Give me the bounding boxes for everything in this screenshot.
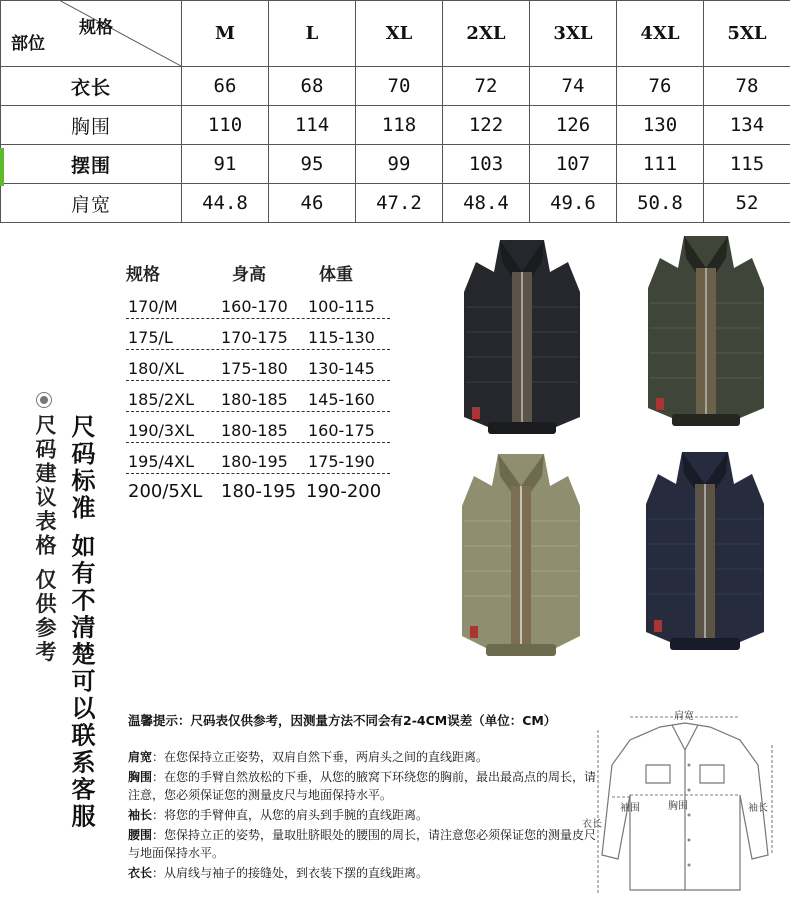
note-item xyxy=(128,748,598,766)
size-value: 48.4 xyxy=(443,184,530,223)
size-col-header: XL xyxy=(356,1,443,67)
corner-label-part: 部位 xyxy=(11,29,45,54)
rec-size: 170/M xyxy=(128,297,178,316)
size-value: 78 xyxy=(704,67,790,106)
rec-weight: 145-160 xyxy=(308,390,375,409)
note-text: ：您保持立正的姿势，量取肚脐眼处的腰围的周长，请注意您必须保证您的测量皮尺与地面保持水平。 xyxy=(128,828,596,860)
table-row xyxy=(1,67,790,106)
part-label: 胸围 xyxy=(1,106,182,145)
note-text: ：将您的手臂伸直，从您的肩头到手腕的直线距离。 xyxy=(152,808,428,822)
rec-height: 180-185 xyxy=(221,421,288,440)
rec-weight: 160-175 xyxy=(308,421,375,440)
size-col-header: L xyxy=(269,1,356,67)
note-item xyxy=(128,826,598,862)
size-value: 72 xyxy=(443,67,530,106)
note-item xyxy=(128,768,598,804)
note-item xyxy=(128,864,598,882)
green-accent-bar xyxy=(0,148,4,186)
size-value: 95 xyxy=(269,145,356,184)
size-value: 115 xyxy=(704,145,790,184)
list-item xyxy=(126,381,390,412)
size-value: 134 xyxy=(704,106,790,145)
vest-khaki-image xyxy=(450,446,592,662)
list-item xyxy=(126,288,390,319)
size-value: 66 xyxy=(182,67,269,106)
recommendation-header xyxy=(126,258,390,288)
rec-header-height: 身高 xyxy=(232,260,266,285)
rec-height: 180-185 xyxy=(221,390,288,409)
size-col-header: 3XL xyxy=(530,1,617,67)
measurement-diagram xyxy=(590,705,785,905)
rec-height: 160-170 xyxy=(221,297,288,316)
size-value: 126 xyxy=(530,106,617,145)
size-value: 118 xyxy=(356,106,443,145)
table-row xyxy=(1,145,790,184)
rec-size: 175/L xyxy=(128,328,173,347)
vertical-note-right: 尺码标准 如有不清楚可以联系客服 xyxy=(64,414,99,830)
note-term: 衣长 xyxy=(128,866,152,880)
size-value: 76 xyxy=(617,67,704,106)
table-row xyxy=(1,106,790,145)
note-term: 肩宽 xyxy=(128,750,152,764)
diagram-label-sleeve-length: 袖长 xyxy=(748,799,768,814)
note-term: 腰围 xyxy=(128,828,152,842)
diagram-label-shoulder: 肩宽 xyxy=(674,707,694,722)
rec-size: 180/XL xyxy=(128,359,184,378)
size-col-header: 5XL xyxy=(704,1,790,67)
rec-height: 175-180 xyxy=(221,359,288,378)
note-text: ：从肩线与袖子的接缝处，到衣装下摆的直线距离。 xyxy=(152,866,428,880)
rec-weight: 100-115 xyxy=(308,297,375,316)
diagram-label-length: 衣长 xyxy=(582,815,602,830)
diagram-label-chest: 胸围 xyxy=(668,797,688,812)
rec-size: 195/4XL xyxy=(128,452,194,471)
list-item xyxy=(126,474,390,504)
part-label: 摆围 xyxy=(1,145,182,184)
size-header-row xyxy=(1,1,790,67)
tip-text: 温馨提示：尺码表仅供参考，因测量方法不同会有2-4CM误差（单位：CM） xyxy=(128,712,598,730)
list-item xyxy=(126,350,390,381)
rec-size: 190/3XL xyxy=(128,421,194,440)
note-item xyxy=(128,806,598,824)
size-value: 91 xyxy=(182,145,269,184)
size-value: 130 xyxy=(617,106,704,145)
vest-green-image xyxy=(636,228,776,428)
vest-black-image xyxy=(452,232,592,440)
size-col-header: 2XL xyxy=(443,1,530,67)
size-value: 107 xyxy=(530,145,617,184)
part-label: 肩宽 xyxy=(1,184,182,223)
rec-height: 170-175 xyxy=(221,328,288,347)
size-value: 74 xyxy=(530,67,617,106)
table-corner-cell xyxy=(1,1,182,67)
note-text: ：在您保持立正姿势，双肩自然下垂，两肩头之间的直线距离。 xyxy=(152,750,488,764)
size-recommendation-table xyxy=(126,258,390,504)
rec-height: 180-195 xyxy=(221,452,288,471)
rec-height: 180-195 xyxy=(221,481,296,502)
size-value: 99 xyxy=(356,145,443,184)
vertical-note-left: 尺码建议表格 仅供参考 xyxy=(30,414,60,664)
size-value: 50.8 xyxy=(617,184,704,223)
size-value: 68 xyxy=(269,67,356,106)
list-item xyxy=(126,319,390,350)
size-value: 114 xyxy=(269,106,356,145)
note-text: ：在您的手臂自然放松的下垂，从您的腋窝下环绕您的胸前，最出最高点的周长，请注意，您必须保证您的测量皮尺与地面保持水平。 xyxy=(128,770,596,802)
rec-weight: 115-130 xyxy=(308,328,375,347)
size-col-header: M xyxy=(182,1,269,67)
size-table xyxy=(0,0,790,223)
rec-weight: 190-200 xyxy=(306,481,381,502)
rec-weight: 130-145 xyxy=(308,359,375,378)
size-value: 49.6 xyxy=(530,184,617,223)
size-value: 46 xyxy=(269,184,356,223)
corner-label-size: 规格 xyxy=(79,13,113,38)
rec-header-size: 规格 xyxy=(126,260,160,285)
list-item xyxy=(126,443,390,474)
note-term: 胸围 xyxy=(128,770,152,784)
size-value: 44.8 xyxy=(182,184,269,223)
size-col-header: 4XL xyxy=(617,1,704,67)
note-term: 袖长 xyxy=(128,808,152,822)
size-value: 70 xyxy=(356,67,443,106)
bullet-circle-icon xyxy=(36,392,52,408)
vest-navy-image xyxy=(634,444,776,656)
size-value: 111 xyxy=(617,145,704,184)
size-value: 103 xyxy=(443,145,530,184)
rec-size: 185/2XL xyxy=(128,390,194,409)
rec-header-weight: 体重 xyxy=(319,260,353,285)
part-label: 衣长 xyxy=(1,67,182,106)
measurement-notes xyxy=(128,712,598,884)
size-value: 122 xyxy=(443,106,530,145)
size-value: 47.2 xyxy=(356,184,443,223)
list-item xyxy=(126,412,390,443)
size-value: 52 xyxy=(704,184,790,223)
rec-weight: 175-190 xyxy=(308,452,375,471)
rec-size: 200/5XL xyxy=(128,481,202,502)
diagram-label-sleeve-girth: 袖围 xyxy=(620,799,640,814)
size-value: 110 xyxy=(182,106,269,145)
table-row xyxy=(1,184,790,223)
